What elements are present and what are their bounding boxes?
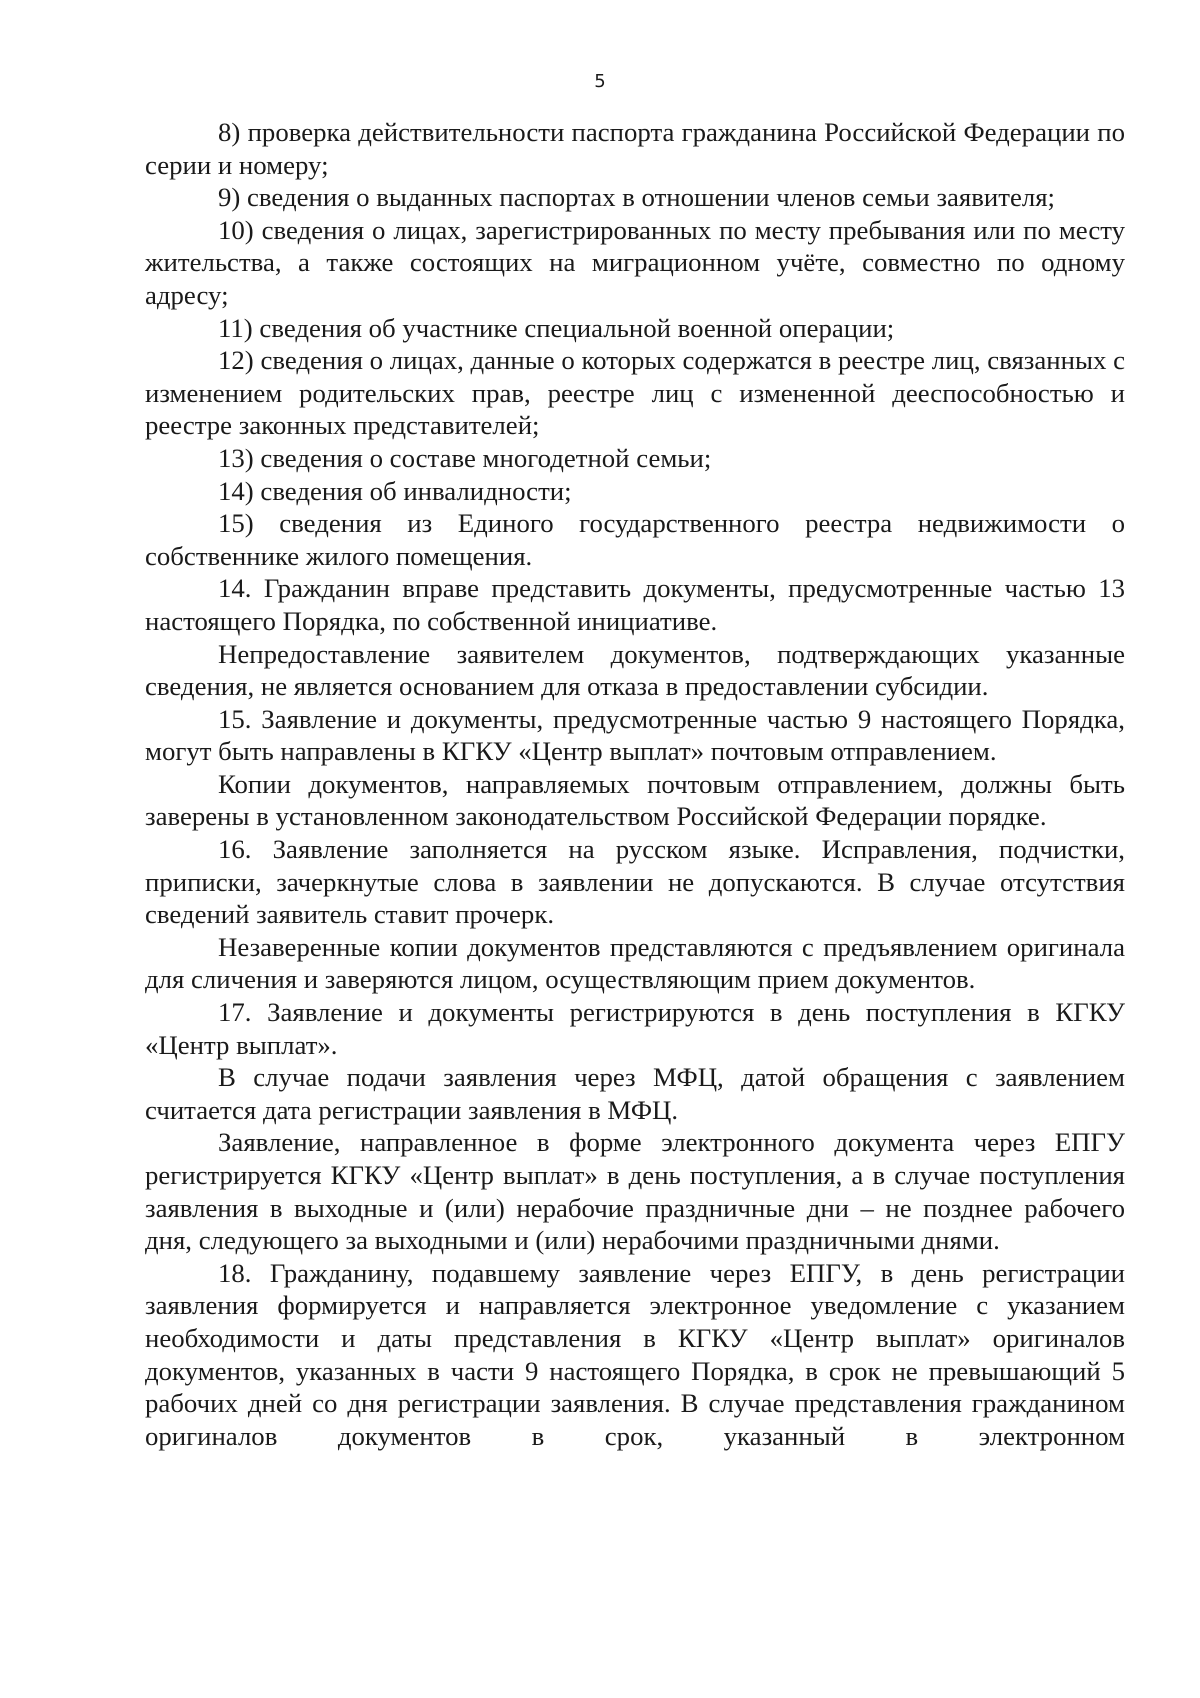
paragraph-section-17: 17. Заявление и документы регистрируются в день поступления в КГКУ «Центр выплат». [145,997,1125,1060]
paragraph-section-15: 15. Заявление и документы, предусмотренные частью 9 настоящего Порядка, могут быть направлены в КГКУ «Центр выплат» почтовым отправлением. [145,703,1125,767]
paragraph-section-14-note: Непредоставление заявителем документов, подтверждающих указанные сведения, не является основанием для отказа в предоставлении субсидии. [145,638,1125,702]
page-number: 5 [594,71,606,92]
paragraph-item-10: 10) сведения о лицах, зарегистрированных по месту пребывания или по месту жительства, а также состоящих на миграционном учёте, совместно по одному адресу; [145,214,1125,310]
paragraph-item-13: 13) сведения о составе многодетной семьи; [218,442,712,473]
paragraph-item-9: 9) сведения о выданных паспортах в отношении членов семьи заявителя; [218,182,1055,213]
document-body [145,116,1125,1452]
paragraph-section-17-epgu: Заявление, направленное в форме электронного документа через ЕПГУ регистрируется КГКУ «Центр выплат» в день поступления, а в случае поступления заявления в выходные и (или) нерабочие праздничные дни – не позднее рабочего дня, следующего за выходными и (или) нерабочими праздничными днями. [145,1127,1125,1256]
paragraph-item-11: 11) сведения об участнике специальной военной операции; [218,312,895,343]
paragraph-section-16-note: Незаверенные копии документов представляются с предъявлением оригинала для сличения и заверяются лицом, осуществляющим прием документов. [145,931,1125,995]
paragraph-section-16: 16. Заявление заполняется на русском языке. Исправления, подчистки, приписки, зачеркнутые слова в заявлении не допускаются. В случае отсутствия сведений заявитель ставит прочерк. [145,834,1125,930]
paragraph-section-18: 18. Гражданину, подавшему заявление через ЕПГУ, в день регистрации заявления формируется и направляется электронное уведомление с указанием необходимости и даты представления в КГКУ «Центр выплат» оригиналов документов, указанных в части 9 настоящего Порядка, в срок не превышающий 5 рабочих дней со дня регистрации заявления. В случае представления гражданином оригиналов документов в срок, указанный в электронном [145,1257,1125,1451]
paragraph-item-15: 15) сведения из Единого государственного реестра недвижимости о собственнике жилого помещения. [145,508,1125,571]
paragraph-item-12: 12) сведения о лицах, данные о которых содержатся в реестре лиц, связанных с изменением родительских прав, реестре лиц с измененной дееспособностью и реестре законных представителей; [145,345,1125,441]
paragraph-section-14: 14. Гражданин вправе представить документы, предусмотренные частью 13 настоящего Порядка, по собственной инициативе. [145,573,1125,636]
paragraph-section-17-mfc: В случае подачи заявления через МФЦ, датой обращения с заявлением считается дата регистрации заявления в МФЦ. [145,1062,1125,1125]
paragraph-item-8: 8) проверка действительности паспорта гражданина Российской Федерации по серии и номеру; [145,117,1125,180]
paragraph-item-14: 14) сведения об инвалидности; [218,475,572,506]
paragraph-section-15-note: Копии документов, направляемых почтовым отправлением, должны быть заверены в установленном законодательством Российской Федерации порядке. [145,768,1125,832]
